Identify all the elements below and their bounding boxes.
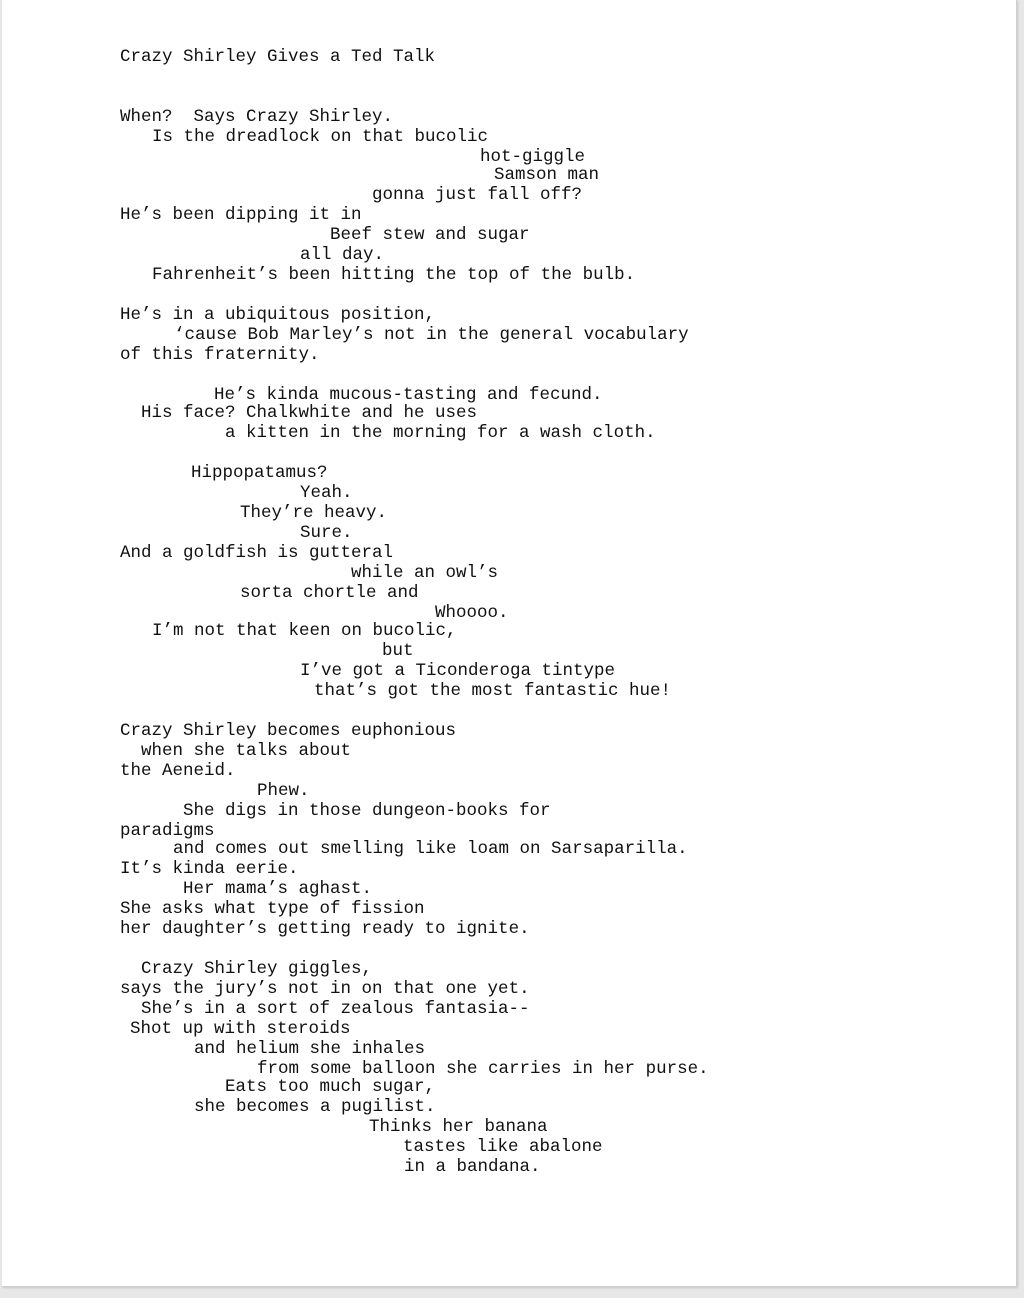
poem-title: Crazy Shirley Gives a Ted Talk [120, 47, 436, 67]
poem-line: and comes out smelling like loam on Sarsaparilla. [173, 839, 688, 859]
poem-line: I’ve got a Ticonderoga tintype [300, 661, 616, 681]
poem-line: Fahrenheit’s been hitting the top of the bulb. [152, 265, 636, 285]
poem-line: Thinks her banana [369, 1117, 548, 1137]
poem-line: she becomes a pugilist. [194, 1097, 436, 1117]
poem-line: that’s got the most fantastic hue! [314, 681, 672, 701]
poem-line: Hippopatamus? [191, 463, 328, 483]
poem-line: gonna just fall off? [372, 185, 583, 205]
poem-line: a kitten in the morning for a wash cloth. [225, 423, 656, 443]
poem-line: And a goldfish is gutteral [120, 543, 394, 563]
poem-line: Is the dreadlock on that bucolic [152, 127, 489, 147]
poem-line: says the jury’s not in on that one yet. [120, 979, 530, 999]
poem-line: It’s kinda eerie. [120, 859, 299, 879]
poem-line: Sure. [300, 523, 353, 543]
poem-line: Crazy Shirley becomes euphonious [120, 721, 457, 741]
poem-line: hot-giggle [480, 147, 586, 167]
poem-line: the Aeneid. [120, 761, 236, 781]
poem-line: Crazy Shirley giggles, [141, 959, 373, 979]
poem-line: She digs in those dungeon-books for [183, 801, 551, 821]
poem-line: I’m not that keen on bucolic, [152, 621, 457, 641]
poem-line: in a bandana. [404, 1157, 541, 1177]
poem-line: all day. [300, 245, 385, 265]
poem-line: but [382, 641, 414, 661]
poem-line: paradigms [120, 821, 215, 841]
poem-line: of this fraternity. [120, 345, 320, 365]
poem-line: Whoooo. [435, 603, 509, 623]
document-page [2, 0, 1017, 1287]
poem-line: He’s been dipping it in [120, 205, 362, 225]
poem-line: His face? Chalkwhite and he uses [141, 403, 478, 423]
poem-line: They’re heavy. [240, 503, 388, 523]
poem-line: while an owl’s [351, 563, 499, 583]
poem-line: her daughter’s getting ready to ignite. [120, 919, 530, 939]
poem-line: He’s in a ubiquitous position, [120, 305, 436, 325]
poem-line: Samson man [494, 165, 600, 185]
poem-line: Yeah. [300, 483, 353, 503]
poem-line: She asks what type of fission [120, 899, 425, 919]
poem-line: ‘cause Bob Marley’s not in the general vocabulary [174, 325, 689, 345]
poem-line: He’s kinda mucous-tasting and fecund. [214, 385, 603, 405]
poem-line: and helium she inhales [194, 1039, 426, 1059]
poem-line: Phew. [257, 781, 310, 801]
poem-line: tastes like abalone [403, 1137, 603, 1157]
poem-line: sorta chortle and [240, 583, 419, 603]
poem-line: from some balloon she carries in her purse. [257, 1059, 709, 1079]
poem-line: Shot up with steroids [130, 1019, 351, 1039]
poem-line: She’s in a sort of zealous fantasia-- [141, 999, 530, 1019]
poem-line: When? Says Crazy Shirley. [120, 107, 394, 127]
poem-line: Eats too much sugar, [225, 1077, 436, 1097]
poem-line: when she talks about [141, 741, 352, 761]
poem-line: Beef stew and sugar [330, 225, 530, 245]
poem-line: Her mama’s aghast. [183, 879, 373, 899]
